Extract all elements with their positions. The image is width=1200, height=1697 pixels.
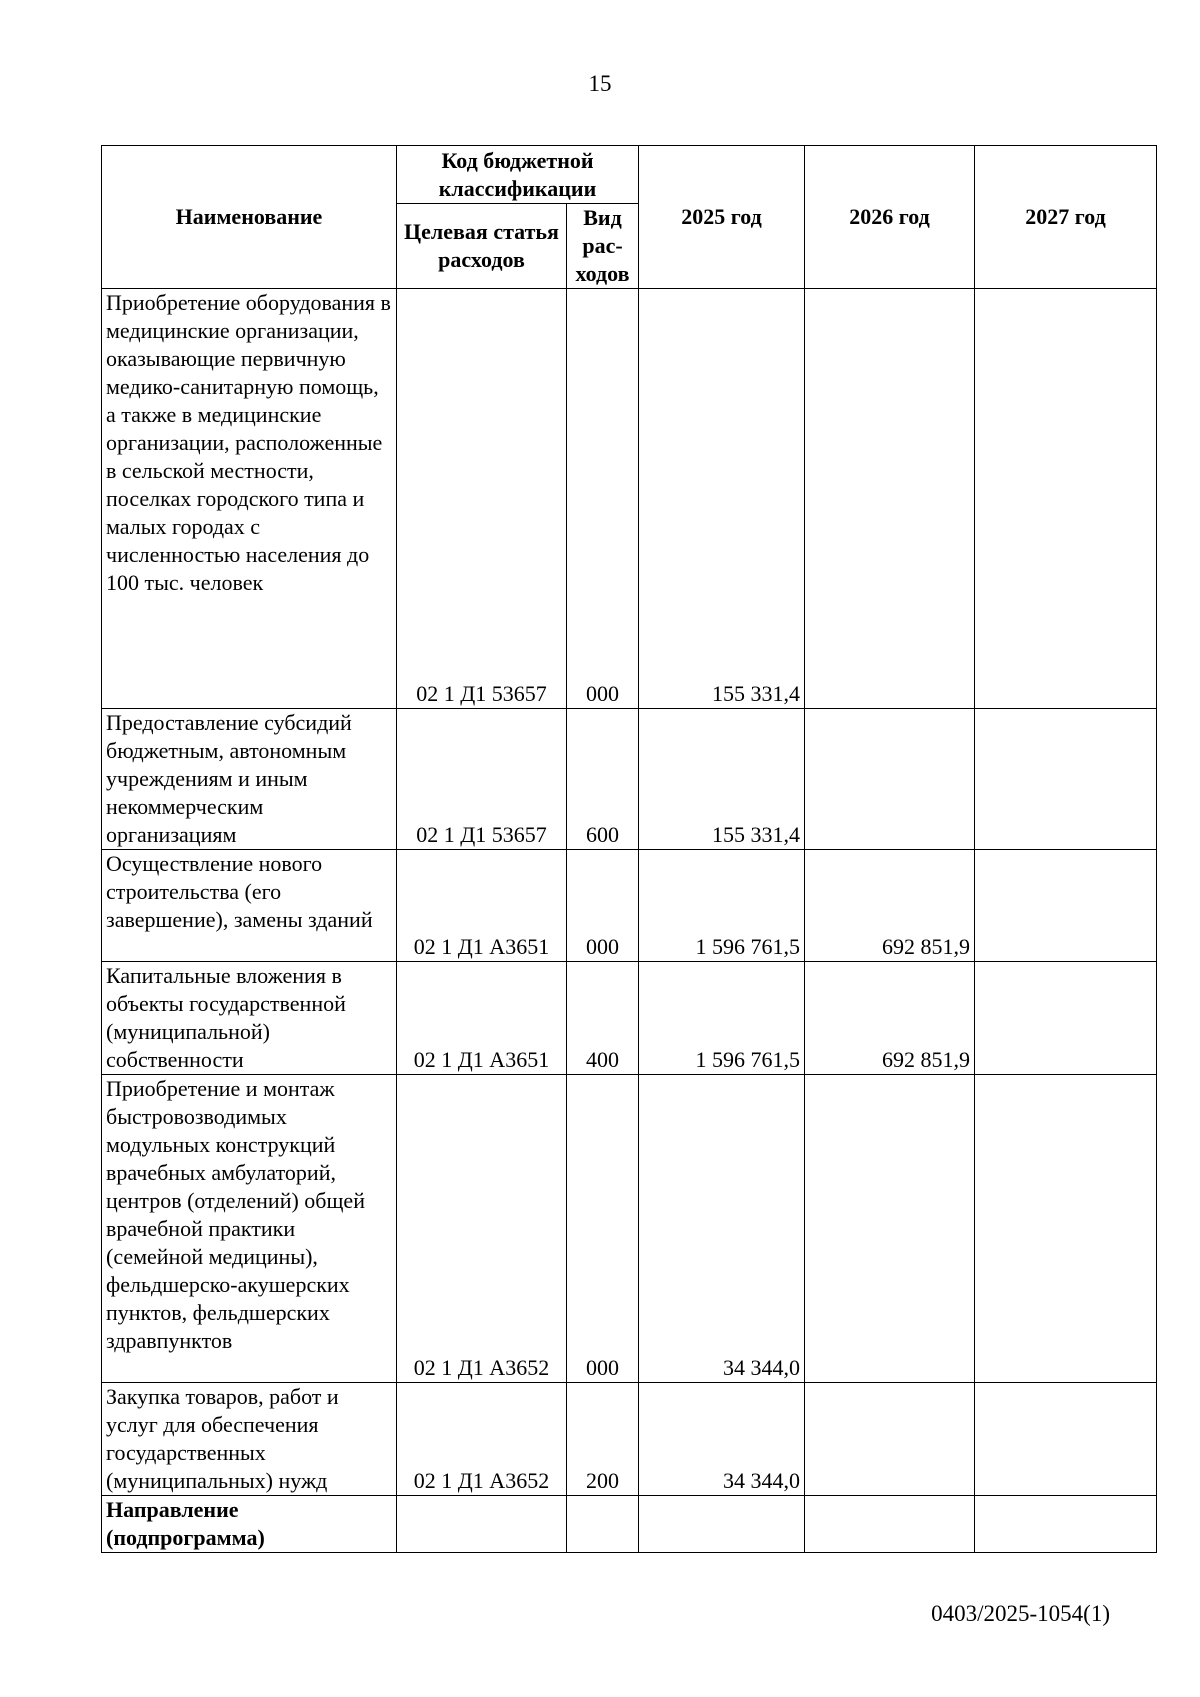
row-2025: 155 331,4 <box>639 289 805 709</box>
row-expense-type: 600 <box>567 709 639 850</box>
row-name: Предоставление субсидий бюджетным, автономным учреждениям и иным некоммерческим организациям <box>102 709 397 850</box>
row-2026 <box>805 289 975 709</box>
row-2027 <box>975 1496 1157 1553</box>
row-2026: 692 851,9 <box>805 850 975 962</box>
row-2025: 34 344,0 <box>639 1075 805 1383</box>
row-2027 <box>975 850 1157 962</box>
table-row <box>102 709 1157 850</box>
row-2026: 692 851,9 <box>805 962 975 1075</box>
header-budget-code: Код бюджетной классификации <box>397 146 639 204</box>
row-2027 <box>975 709 1157 850</box>
row-2026 <box>805 1383 975 1496</box>
row-target-article: 02 1 Д1 А3651 <box>397 850 567 962</box>
table-row <box>102 1383 1157 1496</box>
row-2026 <box>805 709 975 850</box>
header-2025: 2025 год <box>639 146 805 289</box>
header-2027: 2027 год <box>975 146 1157 289</box>
row-2025: 155 331,4 <box>639 709 805 850</box>
row-target-article: 02 1 Д1 А3652 <box>397 1075 567 1383</box>
page-number: 15 <box>588 71 612 96</box>
row-2027 <box>975 1075 1157 1383</box>
row-2027 <box>975 962 1157 1075</box>
row-expense-type: 000 <box>567 289 639 709</box>
row-2025: 1 596 761,5 <box>639 850 805 962</box>
row-2027 <box>975 1383 1157 1496</box>
row-expense-type: 200 <box>567 1383 639 1496</box>
row-name: Приобретение и монтаж быстровозводимых модульных конструкций врачебных амбулаторий, центров (отделений) общей врачебной практики (семейной медицины), фельдшерско-акушерских пунктов, фельдшерских здравпунктов <box>102 1075 397 1383</box>
row-target-article: 02 1 Д1 53657 <box>397 709 567 850</box>
row-2025: 1 596 761,5 <box>639 962 805 1075</box>
row-2027 <box>975 289 1157 709</box>
row-2026 <box>805 1496 975 1553</box>
row-name: Закупка товаров, работ и услуг для обеспечения государственных (муниципальных) нужд <box>102 1383 397 1496</box>
row-name: Капитальные вложения в объекты государственной (муниципальной) собственности <box>102 962 397 1075</box>
table-header <box>102 146 1157 289</box>
row-name: Приобретение оборудования в медицинские организации, оказывающие первичную медико-санитарную помощь, а также в медицинские организации, расположенные в сельской местности, поселках городского типа и малых городах с численностью населения до 100 тыс. человек <box>102 289 397 709</box>
row-2025: 34 344,0 <box>639 1383 805 1496</box>
table-row <box>102 289 1157 709</box>
table-row <box>102 1075 1157 1383</box>
row-expense-type: 400 <box>567 962 639 1075</box>
table-row <box>102 1496 1157 1553</box>
header-name: Наименование <box>102 146 397 289</box>
row-expense-type <box>567 1496 639 1553</box>
row-2026 <box>805 1075 975 1383</box>
budget-table <box>101 145 1157 1553</box>
header-target-article: Целевая статья расходов <box>397 204 567 289</box>
row-target-article <box>397 1496 567 1553</box>
row-2025 <box>639 1496 805 1553</box>
row-target-article: 02 1 Д1 А3651 <box>397 962 567 1075</box>
row-target-article: 02 1 Д1 53657 <box>397 289 567 709</box>
row-expense-type: 000 <box>567 850 639 962</box>
document-number: 0403/2025-1054(1) <box>931 1601 1110 1626</box>
row-expense-type: 000 <box>567 1075 639 1383</box>
header-2026: 2026 год <box>805 146 975 289</box>
row-name: Осуществление нового строительства (его завершение), замены зданий <box>102 850 397 962</box>
header-expense-type: Вид рас-ходов <box>567 204 639 289</box>
row-name: Направление (подпрограмма) <box>102 1496 397 1553</box>
row-target-article: 02 1 Д1 А3652 <box>397 1383 567 1496</box>
table-row <box>102 962 1157 1075</box>
table-row <box>102 850 1157 962</box>
